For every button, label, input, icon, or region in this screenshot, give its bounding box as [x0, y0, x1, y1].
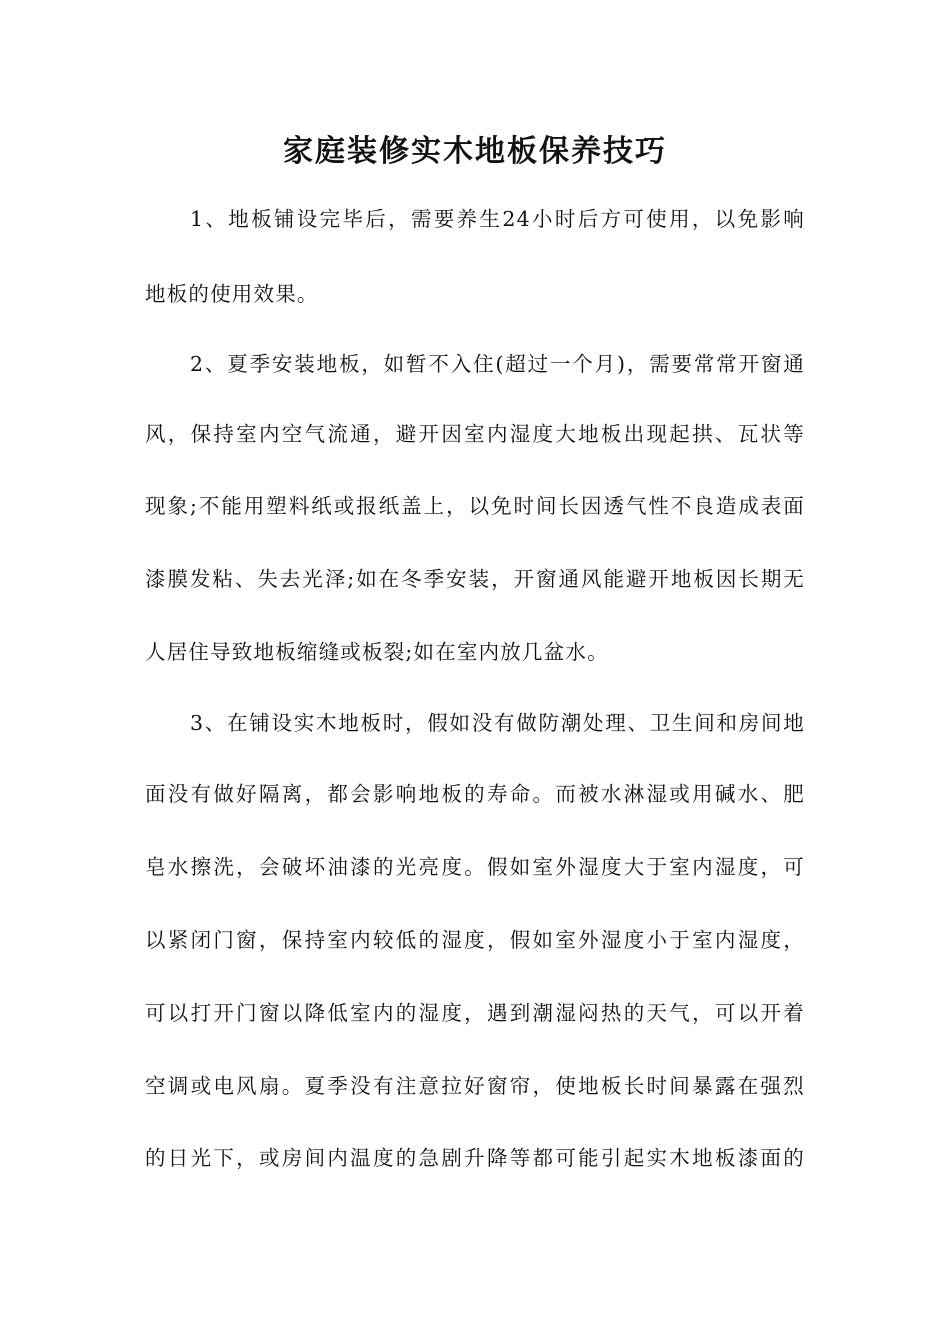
paragraph-3-line-3: 皂水擦洗，会破坏油漆的光亮度。假如室外湿度大于室内湿度，可	[145, 855, 805, 879]
paragraph-2-line-3: 现象;不能用塑料纸或报纸盖上，以免时间长因透气性不良造成表面	[145, 494, 805, 518]
paragraph-1-line-2: 地板的使用效果。	[145, 282, 319, 306]
paragraph-1-line-1: 1、地板铺设完毕后，需要养生24小时后方可使用，以免影响	[190, 207, 805, 231]
paragraph-2-line-1: 2、夏季安装地板，如暂不入住(超过一个月)，需要常常开窗通	[190, 352, 805, 376]
paragraph-3-line-1: 3、在铺设实木地板时，假如没有做防潮处理、卫生间和房间地	[190, 711, 805, 735]
paragraph-2-line-2: 风，保持室内空气流通，避开因室内湿度大地板出现起拱、瓦状等	[145, 422, 805, 446]
paragraph-3-line-2: 面没有做好隔离，都会影响地板的寿命。而被水淋湿或用碱水、肥	[145, 782, 805, 806]
paragraph-3-line-7: 的日光下，或房间内温度的急剧升降等都可能引起实木地板漆面的	[145, 1146, 805, 1170]
document-title: 家庭装修实木地板保养技巧	[283, 134, 667, 169]
paragraph-3-line-5: 可以打开门窗以降低室内的湿度，遇到潮湿闷热的天气，可以开着	[145, 1001, 805, 1025]
paragraph-3-line-4: 以紧闭门窗，保持室内较低的湿度，假如室外湿度小于室内湿度，	[145, 928, 805, 952]
paragraph-3-line-6: 空调或电风扇。夏季没有注意拉好窗帘，使地板长时间暴露在强烈	[145, 1074, 805, 1098]
paragraph-2-line-4: 漆膜发粘、失去光泽;如在冬季安装，开窗通风能避开地板因长期无	[145, 567, 805, 591]
paragraph-2-line-5: 人居住导致地板缩缝或板裂;如在室内放几盆水。	[145, 640, 609, 664]
